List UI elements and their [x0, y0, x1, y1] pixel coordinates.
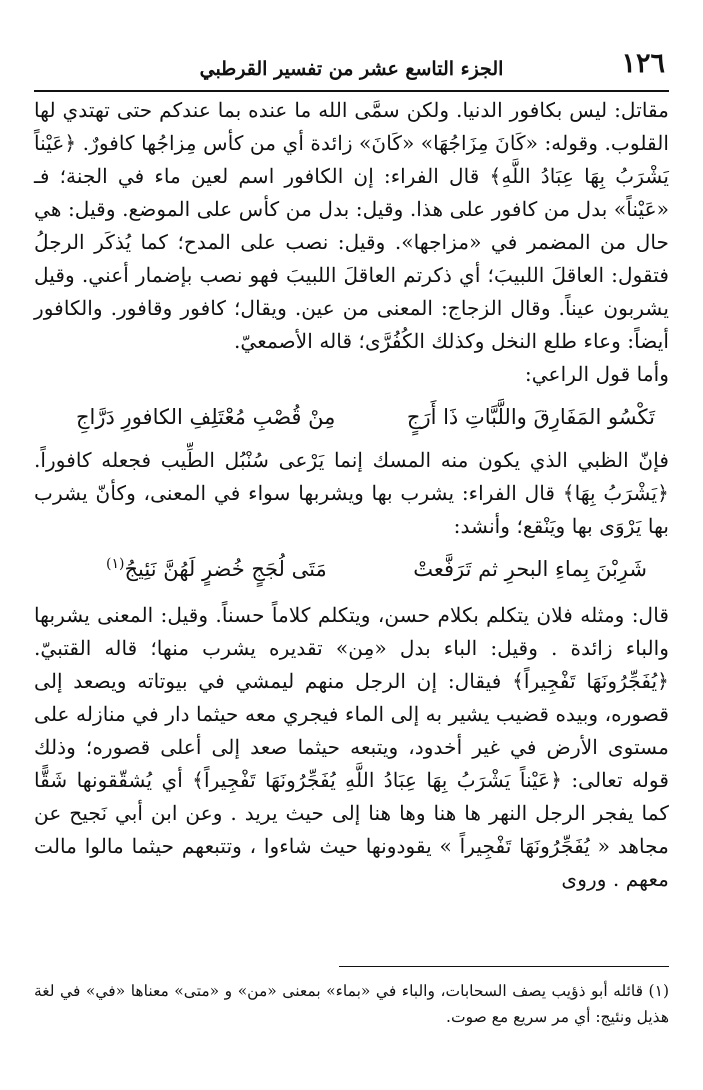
paragraph-3: فإنّ الظبي الذي يكون منه المسك إنما يَرْعى سُنْبُل الطِّيب فجعله كافوراً. ﴿يَشْرَبُ بِهَا﴾ قال الفراء: يشرب بها ويشربها سواء في المعنى، وكأنّ يشرب بها يَرْوَى بها ويَنْقع؛ وأنشد: [34, 448, 669, 538]
verse-2-first-hemistich: شَرِبْنَ بِماءِ البحرِ ثم تَرَفَّعتْ [413, 557, 647, 581]
verse-rai [34, 401, 669, 434]
verse-2-second-hemistich [106, 553, 327, 589]
footnote-marker: (١) [106, 556, 125, 572]
verse-1-first-hemistich: تَكْسُو المَفَارِقَ واللَّبَّاتِ ذَا أَرَجٍ [406, 405, 655, 429]
footnote-divider [339, 966, 669, 967]
footnote [34, 978, 669, 1030]
paragraph-2: وأما قول الراعي: [524, 362, 669, 386]
footnote-1: (١) قائله أبو ذؤيب يصف السحابات، والباء في «بماء» بمعنى «من» و «متى» معناها «في» في لغة هذيل ونئيج: أي مر سريع مع صوت. [34, 982, 669, 1026]
paragraph-1: مقاتل: ليس بكافور الدنيا. ولكن سمَّى الله ما عنده بما عندكم حتى تهتدي لها القلوب. وقوله: «كَانَ مِزَاجُهَا» «كَانَ» زائدة أي من كأس مِزاجُها كافورٌ. ﴿عَيْناً يَشْرَبُ بِهَا عِبَادُ اللَّهِ﴾ قال الفراء: إن الكافور اسم لعين ماء في الجنة؛ فـ «عَيْناً» بدل من كافور على هذا. وقيل: بدل من كأس على الموضع. وقيل: هي حال من المضمر في «مزاجها». وقيل: نصب على المدح؛ كما يُذكَر الرجلُ فتقول: العاقلَ اللبيبَ؛ أي ذكرتم العاقلَ اللبيبَ فهو نصب بإضمار أعني. وقيل يشربون عيناً. وقال الزجاج: المعنى من عين. ويقال؛ كافور وقافور. والكافور أيضاً: وعاء طلع النخل وكذلك الكُفُرَّى؛ قاله الأصمعيّ. [34, 98, 669, 353]
verse-1-second-hemistich: مِنْ قُصْبِ مُعْتَلِفِ الكافورِ دَرَّاجِ [76, 405, 336, 429]
page-number: ١٢٦ [621, 48, 665, 79]
main-text [34, 94, 669, 896]
running-title: الجزء التاسع عشر من تفسير القرطبي [199, 58, 504, 80]
page-header [34, 40, 669, 92]
paragraph-4: قال: ومثله فلان يتكلم بكلام حسن، ويتكلم كلاماً حسناً. وقيل: المعنى يشربها والباء زائدة . وقيل: الباء بدل «مِن» تقديره يشرب منها؛ قاله القتبيّ. ﴿يُفَجِّرُونَهَا تَفْجِيراً﴾ فيقال: إن الرجل منهم ليمشي في بيوتاته ويصعد إلى قصوره، وبيده قضيب يشير به إلى الماء فيجري معه حيثما دار في منازله على مستوى الأرض في غير أخدود، ويتبعه حيثما صعد إلى أعلى قصوره؛ وذلك قوله تعالى: ﴿عَيْناً يَشْرَبُ بِهَا عِبَادُ اللَّهِ يُفَجِّرُونَهَا تَفْجِيراً﴾ أي يُشقّقونها شَقًّا كما يفجر الرجل النهر ها هنا وها هنا إلى حيث يريد . وعن ابن أبي نَجيح عن مجاهد « يُفَجِّرُونَهَا تَفْجِيراً » يقودونها حيث شاءوا ، وتتبعهم حيثما مالوا مالت معهم . وروى [34, 603, 669, 891]
verse-2-second-hemistich-text: مَتَى لُجَجٍ خُضرٍ لَهُنَّ نَئِيجُ [124, 557, 327, 581]
verse-abu-dhuayb [34, 553, 669, 589]
